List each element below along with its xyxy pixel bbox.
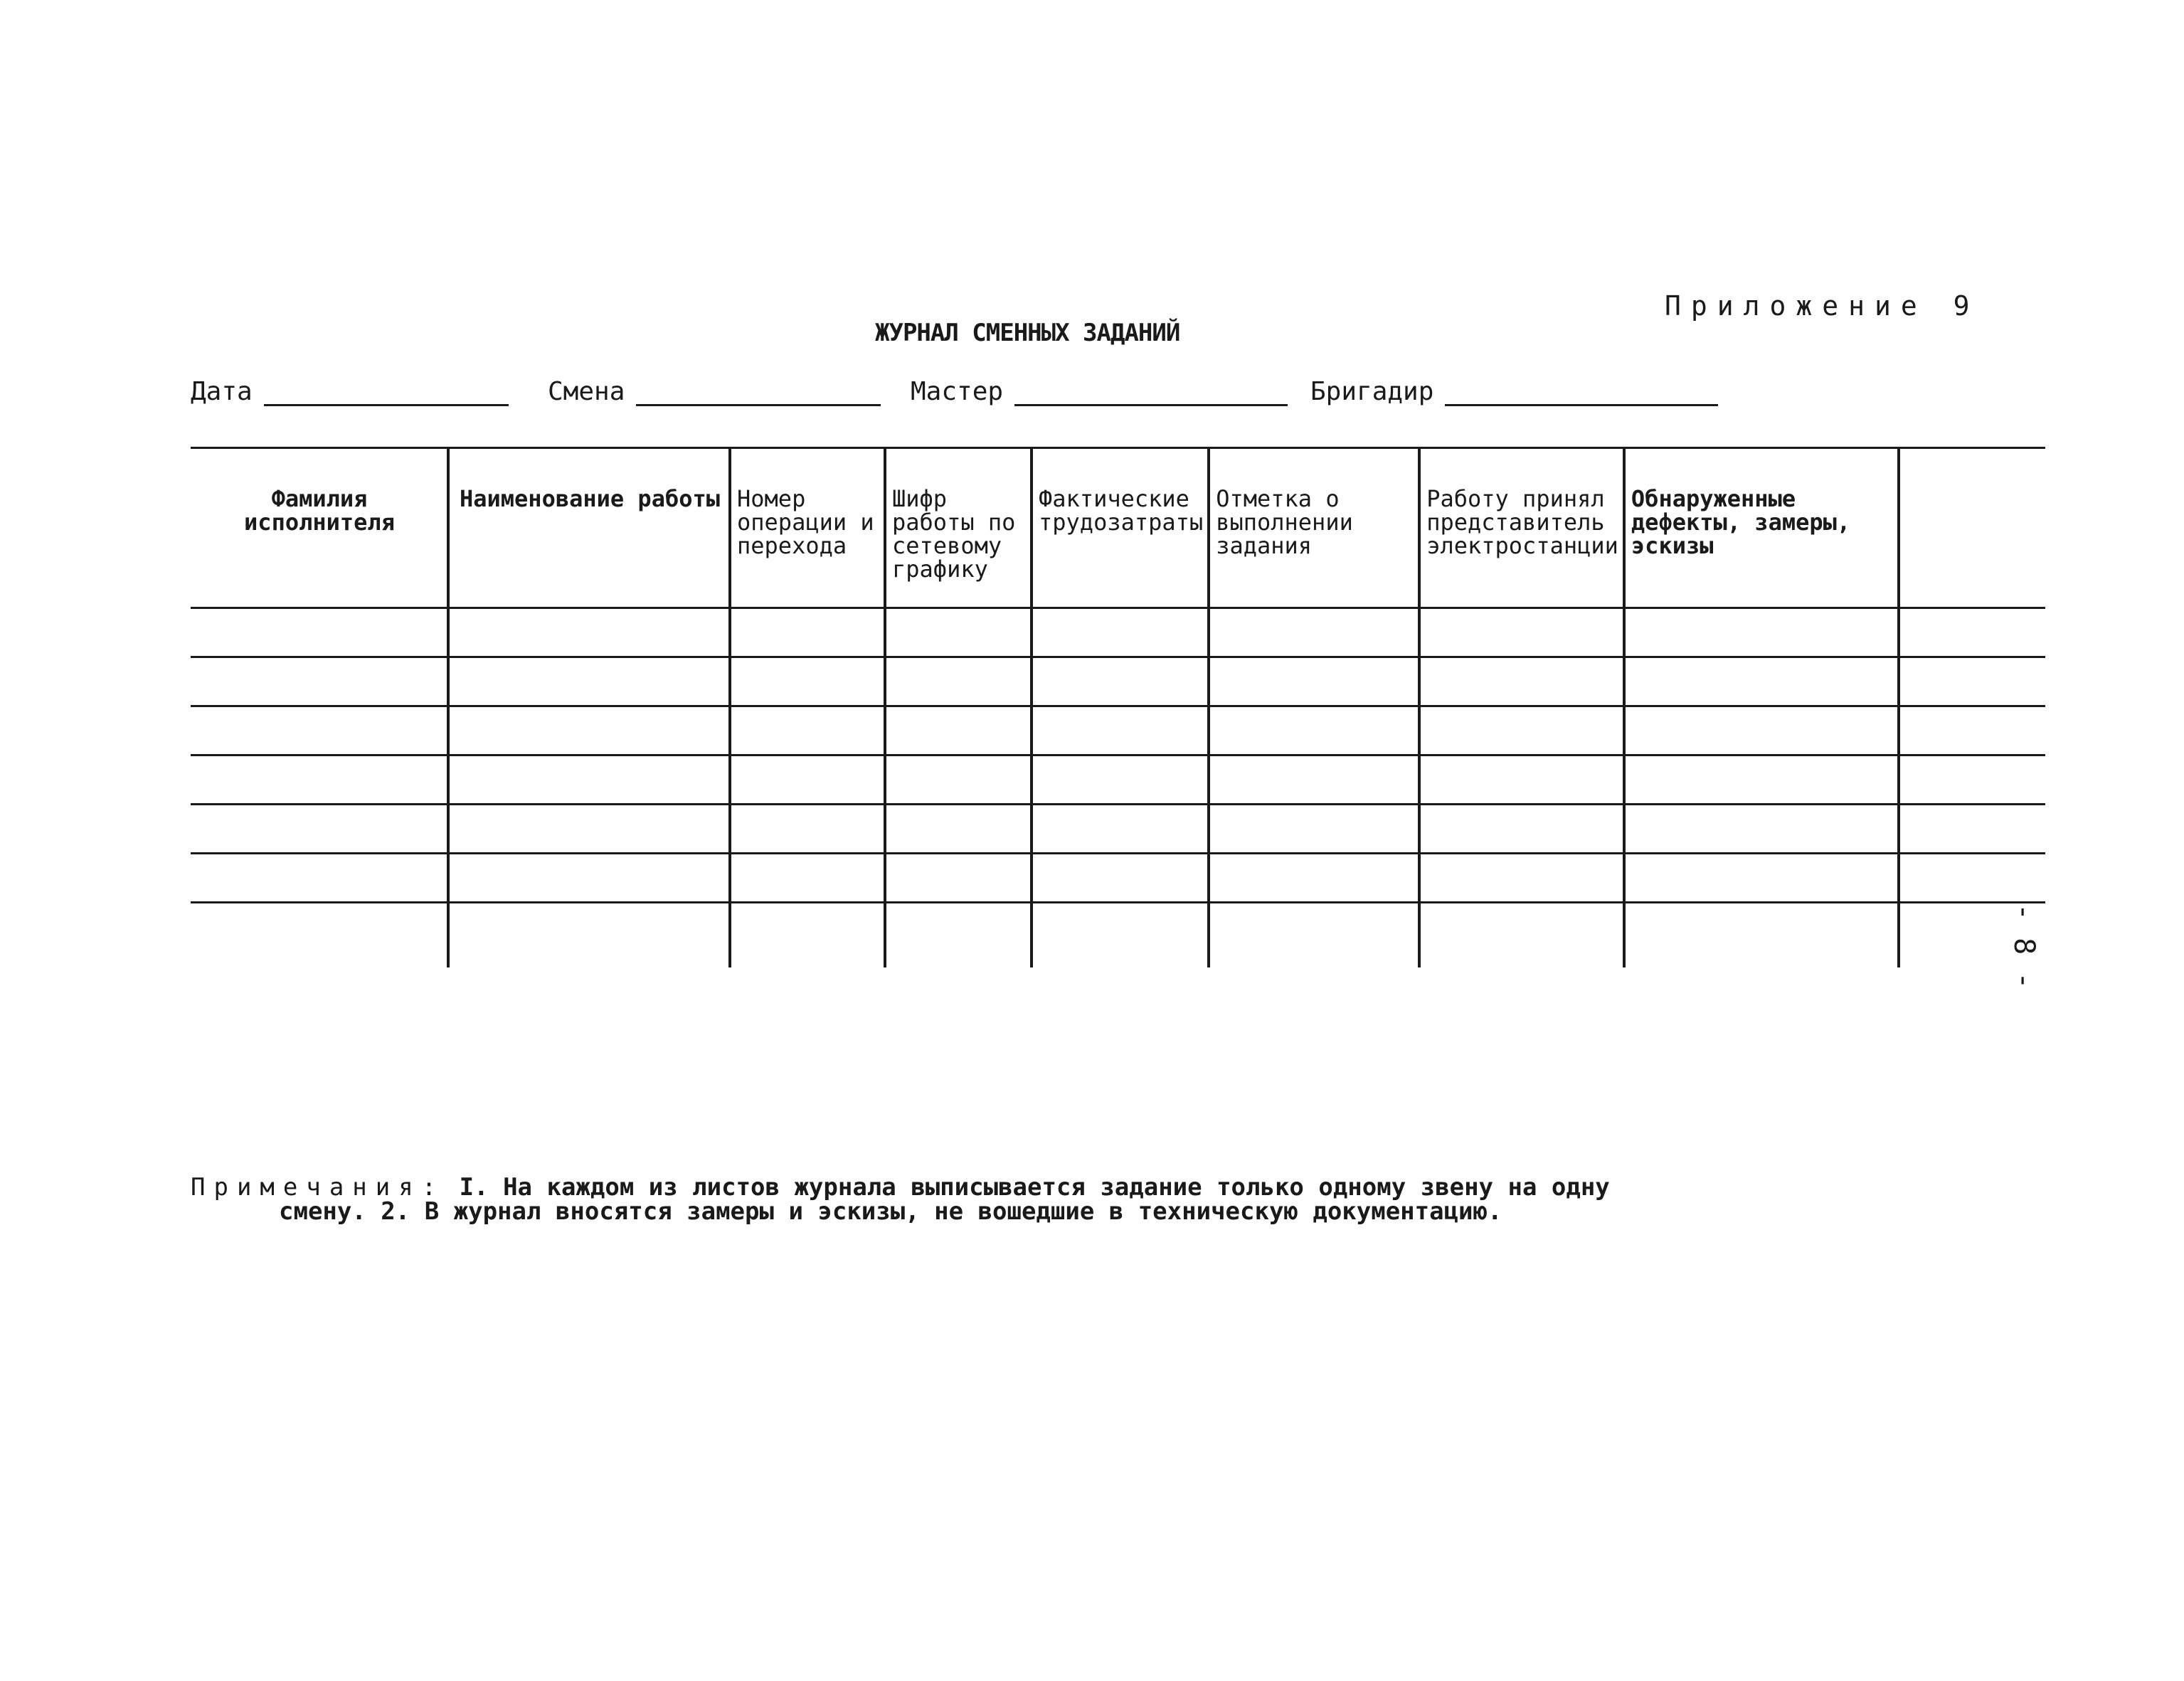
- table-cell[interactable]: [730, 805, 885, 854]
- table-cell[interactable]: [885, 657, 1032, 706]
- appendix-label: Приложение 9: [1665, 290, 1980, 322]
- table-cell[interactable]: [191, 755, 448, 805]
- table-cell[interactable]: [1899, 854, 2045, 903]
- table-cell[interactable]: [730, 657, 885, 706]
- table-cell[interactable]: [1624, 903, 1899, 968]
- column-header: Обнаруженные дефекты, замеры, эскизы: [1624, 448, 1899, 608]
- foreman-field: [1310, 377, 1718, 406]
- table-cell[interactable]: [1419, 805, 1624, 854]
- table-cell[interactable]: [191, 854, 448, 903]
- table-cell[interactable]: [885, 854, 1032, 903]
- column-header: Номер операции и перехода: [730, 448, 885, 608]
- table-cell[interactable]: [448, 608, 730, 657]
- column-header: Фамилия исполнителя: [191, 448, 448, 608]
- column-header: Наименование работы: [448, 448, 730, 608]
- table-cell[interactable]: [1032, 706, 1209, 755]
- table-cell[interactable]: [885, 608, 1032, 657]
- table-cell[interactable]: [1209, 805, 1419, 854]
- table-cell[interactable]: [1032, 755, 1209, 805]
- shift-blank-line: [636, 384, 881, 406]
- table-cell[interactable]: [730, 706, 885, 755]
- notes-text-1: I. На каждом из листов журнала выписывается задание только одному звену на одну: [459, 1173, 1610, 1202]
- table-cell[interactable]: [1899, 608, 2045, 657]
- shift-field: [548, 377, 881, 406]
- notes-label: Примечания:: [191, 1173, 445, 1202]
- master-field: [911, 377, 1288, 406]
- page-number: - 8 -: [2008, 903, 2040, 990]
- table-cell[interactable]: [1032, 854, 1209, 903]
- table-row: [191, 805, 2045, 854]
- table-cell[interactable]: [730, 755, 885, 805]
- foreman-label: Бригадир: [1310, 377, 1434, 406]
- table-cell[interactable]: [448, 854, 730, 903]
- shift-tasks-table: [191, 447, 2045, 967]
- table-cell[interactable]: [1624, 706, 1899, 755]
- table-cell[interactable]: [448, 706, 730, 755]
- table-cell[interactable]: [448, 657, 730, 706]
- column-header: Фактические трудозатраты: [1032, 448, 1209, 608]
- table-cell[interactable]: [1032, 657, 1209, 706]
- table-cell[interactable]: [1419, 755, 1624, 805]
- table-cell[interactable]: [1624, 805, 1899, 854]
- table-cell[interactable]: [1209, 755, 1419, 805]
- table-header-row: [191, 448, 2045, 608]
- table-cell[interactable]: [1624, 608, 1899, 657]
- column-header: Шифр работы по сетевому графику: [885, 448, 1032, 608]
- table-cell[interactable]: [1624, 755, 1899, 805]
- column-header: Работу принял представитель электростанции: [1419, 448, 1624, 608]
- table-cell[interactable]: [191, 805, 448, 854]
- table-cell[interactable]: [1419, 608, 1624, 657]
- page-title: ЖУРНАЛ СМЕННЫХ ЗАДАНИЙ: [875, 319, 1180, 347]
- table-cell[interactable]: [1899, 805, 2045, 854]
- table-row: [191, 657, 2045, 706]
- date-label: Дата: [191, 377, 253, 406]
- table-cell[interactable]: [448, 805, 730, 854]
- date-field: [191, 377, 509, 406]
- table-cell[interactable]: [191, 657, 448, 706]
- table-cell[interactable]: [1419, 854, 1624, 903]
- table-cell[interactable]: [191, 608, 448, 657]
- table-cell[interactable]: [1209, 657, 1419, 706]
- date-blank-line: [264, 384, 509, 406]
- table-cell[interactable]: [730, 854, 885, 903]
- notes-line-1: [191, 1173, 1610, 1202]
- master-label: Мастер: [911, 377, 1004, 406]
- table-cell[interactable]: [1899, 755, 2045, 805]
- table-cell[interactable]: [1624, 854, 1899, 903]
- master-blank-line: [1014, 384, 1288, 406]
- table-cell[interactable]: [885, 706, 1032, 755]
- table-cell[interactable]: [191, 903, 448, 968]
- notes-text-2: смену. 2. В журнал вносятся замеры и эскизы, не вошедшие в техническую документацию.: [279, 1197, 1502, 1226]
- table-cell[interactable]: [1032, 805, 1209, 854]
- table-row: [191, 706, 2045, 755]
- table-cell[interactable]: [191, 706, 448, 755]
- table-cell[interactable]: [885, 755, 1032, 805]
- column-header: Отметка о выполнении задания: [1209, 448, 1419, 608]
- table-cell[interactable]: [1209, 854, 1419, 903]
- table-cell[interactable]: [885, 903, 1032, 968]
- table-cell[interactable]: [1419, 903, 1624, 968]
- table-row: [191, 755, 2045, 805]
- table-cell[interactable]: [448, 755, 730, 805]
- table-cell[interactable]: [1032, 903, 1209, 968]
- table-row: [191, 608, 2045, 657]
- table-cell[interactable]: [1624, 657, 1899, 706]
- table-cell[interactable]: [1419, 706, 1624, 755]
- notes-block: [191, 1175, 1610, 1224]
- table-cell[interactable]: [1899, 657, 2045, 706]
- column-header: [1899, 448, 2045, 608]
- table-cell[interactable]: [448, 903, 730, 968]
- table-cell[interactable]: [1899, 706, 2045, 755]
- foreman-blank-line: [1445, 384, 1718, 406]
- table-cell[interactable]: [730, 903, 885, 968]
- table-cell[interactable]: [1419, 657, 1624, 706]
- table-cell[interactable]: [1209, 706, 1419, 755]
- table-row: [191, 854, 2045, 903]
- table-cell[interactable]: [1032, 608, 1209, 657]
- table-cell[interactable]: [885, 805, 1032, 854]
- table-cell[interactable]: [1209, 903, 1419, 968]
- table-cell[interactable]: [730, 608, 885, 657]
- shift-label: Смена: [548, 377, 625, 406]
- table-cell[interactable]: [1209, 608, 1419, 657]
- table-row: [191, 903, 2045, 968]
